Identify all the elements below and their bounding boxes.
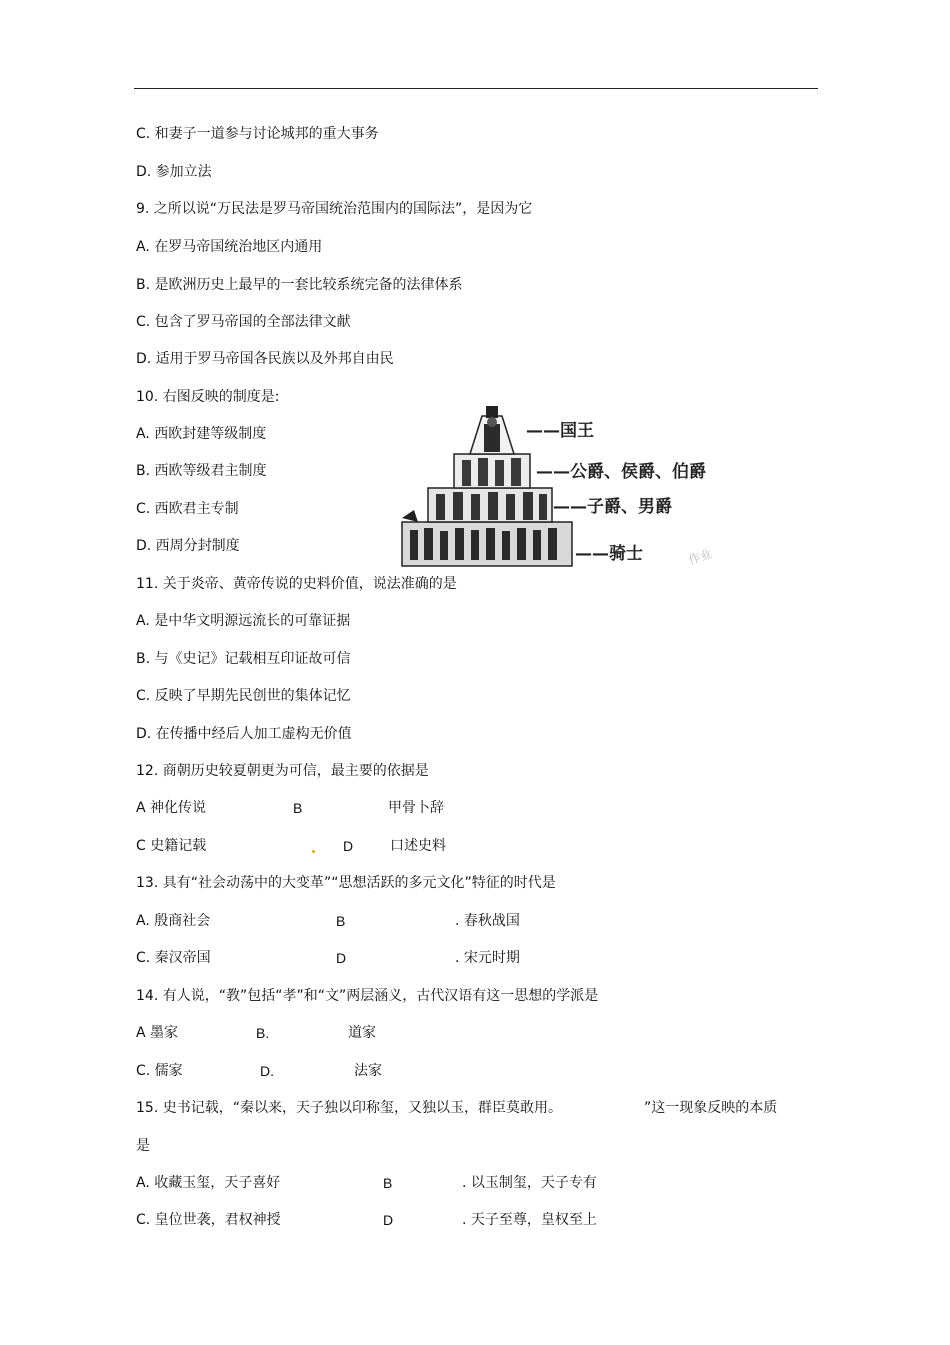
q12-option-d: 口述史料 — [390, 838, 446, 854]
q9-option-c: C. 包含了罗马帝国的全部法律文献 — [136, 314, 351, 330]
q14-option-a: A 墨家 — [136, 1025, 179, 1041]
q14-stem: 14. 有人说，“教”包括“孝”和“文”两层涵义，古代汉语有这一思想的学派是 — [136, 988, 599, 1004]
q10-option-d: D. 西周分封制度 — [136, 538, 240, 554]
q12-option-a: A 神化传说 — [136, 800, 207, 816]
feudal-hierarchy-figure — [398, 400, 758, 572]
q11-option-a: A. 是中华文明源远流长的可靠证据 — [136, 613, 351, 629]
q11-option-d: D. 在传播中经后人加工虚构无价值 — [136, 726, 352, 742]
q12-option-b: 甲骨卜辞 — [388, 800, 444, 816]
label-dukes-marquises-counts: ——公爵、侯爵、伯爵 — [536, 462, 706, 482]
q14-option-d-letter: D. — [260, 1063, 274, 1079]
q8-option-c: C. 和妻子一道参与讨论城邦的重大事务 — [136, 126, 379, 142]
label-viscounts-barons: ——子爵、男爵 — [553, 497, 672, 517]
q15-option-a: A. 收藏玉玺，天子喜好 — [136, 1175, 281, 1191]
q15-stem: 15. 史书记载，“秦以来，天子独以印称玺，又独以玉，群臣莫敢用。 — [136, 1100, 562, 1116]
q13-option-b: . 春秋战国 — [455, 913, 520, 929]
q10-stem: 10. 右图反映的制度是: — [136, 389, 280, 405]
q13-option-c: C. 秦汉帝国 — [136, 950, 211, 966]
q15-option-d-letter: D — [383, 1212, 394, 1228]
q14-option-b-letter: B. — [256, 1025, 270, 1041]
watermark-text: 作业 — [686, 546, 714, 568]
q9-stem: 9. 之所以说“万民法是罗马帝国统治范围内的国际法”，是因为它 — [136, 201, 533, 217]
q11-option-b: B. 与《史记》记载相互印证故可信 — [136, 651, 351, 667]
stray-dot-mark — [312, 850, 315, 853]
q13-option-b-letter: B — [336, 913, 346, 929]
q10-option-b: B. 西欧等级君主制度 — [136, 463, 267, 479]
q13-option-a: A. 殷商社会 — [136, 913, 211, 929]
q12-option-b-letter: B — [293, 800, 303, 816]
q9-option-d: D. 适用于罗马帝国各民族以及外邦自由民 — [136, 351, 394, 367]
q15-option-b: . 以玉制玺，天子专有 — [462, 1175, 597, 1191]
q9-option-a: A. 在罗马帝国统治地区内通用 — [136, 239, 323, 255]
q14-option-d: 法家 — [354, 1063, 382, 1079]
q15-stem-continued: 是 — [136, 1138, 150, 1154]
q15-stem-end: ”这一现象反映的本质 — [644, 1100, 778, 1116]
q12-stem: 12. 商朝历史较夏朝更为可信，最主要的依据是 — [136, 763, 429, 779]
q11-stem: 11. 关于炎帝、黄帝传说的史料价值，说法准确的是 — [136, 576, 457, 592]
label-king: ——国王 — [526, 421, 594, 441]
q15-option-b-letter: B — [383, 1175, 393, 1191]
q13-option-d-letter: D — [336, 950, 347, 966]
q13-stem: 13. 具有“社会动荡中的大变革”“思想活跃的多元文化”特征的时代是 — [136, 875, 556, 891]
header-rule — [134, 88, 818, 89]
q15-option-d: . 天子至尊，皇权至上 — [462, 1212, 597, 1228]
q15-option-c: C. 皇位世袭，君权神授 — [136, 1212, 281, 1228]
q14-option-b: 道家 — [348, 1025, 376, 1041]
q9-option-b: B. 是欧洲历史上最早的一套比较系统完备的法律体系 — [136, 277, 463, 293]
q13-option-d: . 宋元时期 — [455, 950, 520, 966]
q12-option-d-letter: D — [343, 838, 354, 854]
q12-option-c: C 史籍记载 — [136, 838, 207, 854]
q10-option-c: C. 西欧君主专制 — [136, 501, 239, 517]
label-knights: ——骑士 — [575, 544, 643, 564]
q14-option-c: C. 儒家 — [136, 1063, 183, 1079]
q11-option-c: C. 反映了早期先民创世的集体记忆 — [136, 688, 351, 704]
q10-option-a: A. 西欧封建等级制度 — [136, 426, 267, 442]
q8-option-d: D. 参加立法 — [136, 164, 212, 180]
